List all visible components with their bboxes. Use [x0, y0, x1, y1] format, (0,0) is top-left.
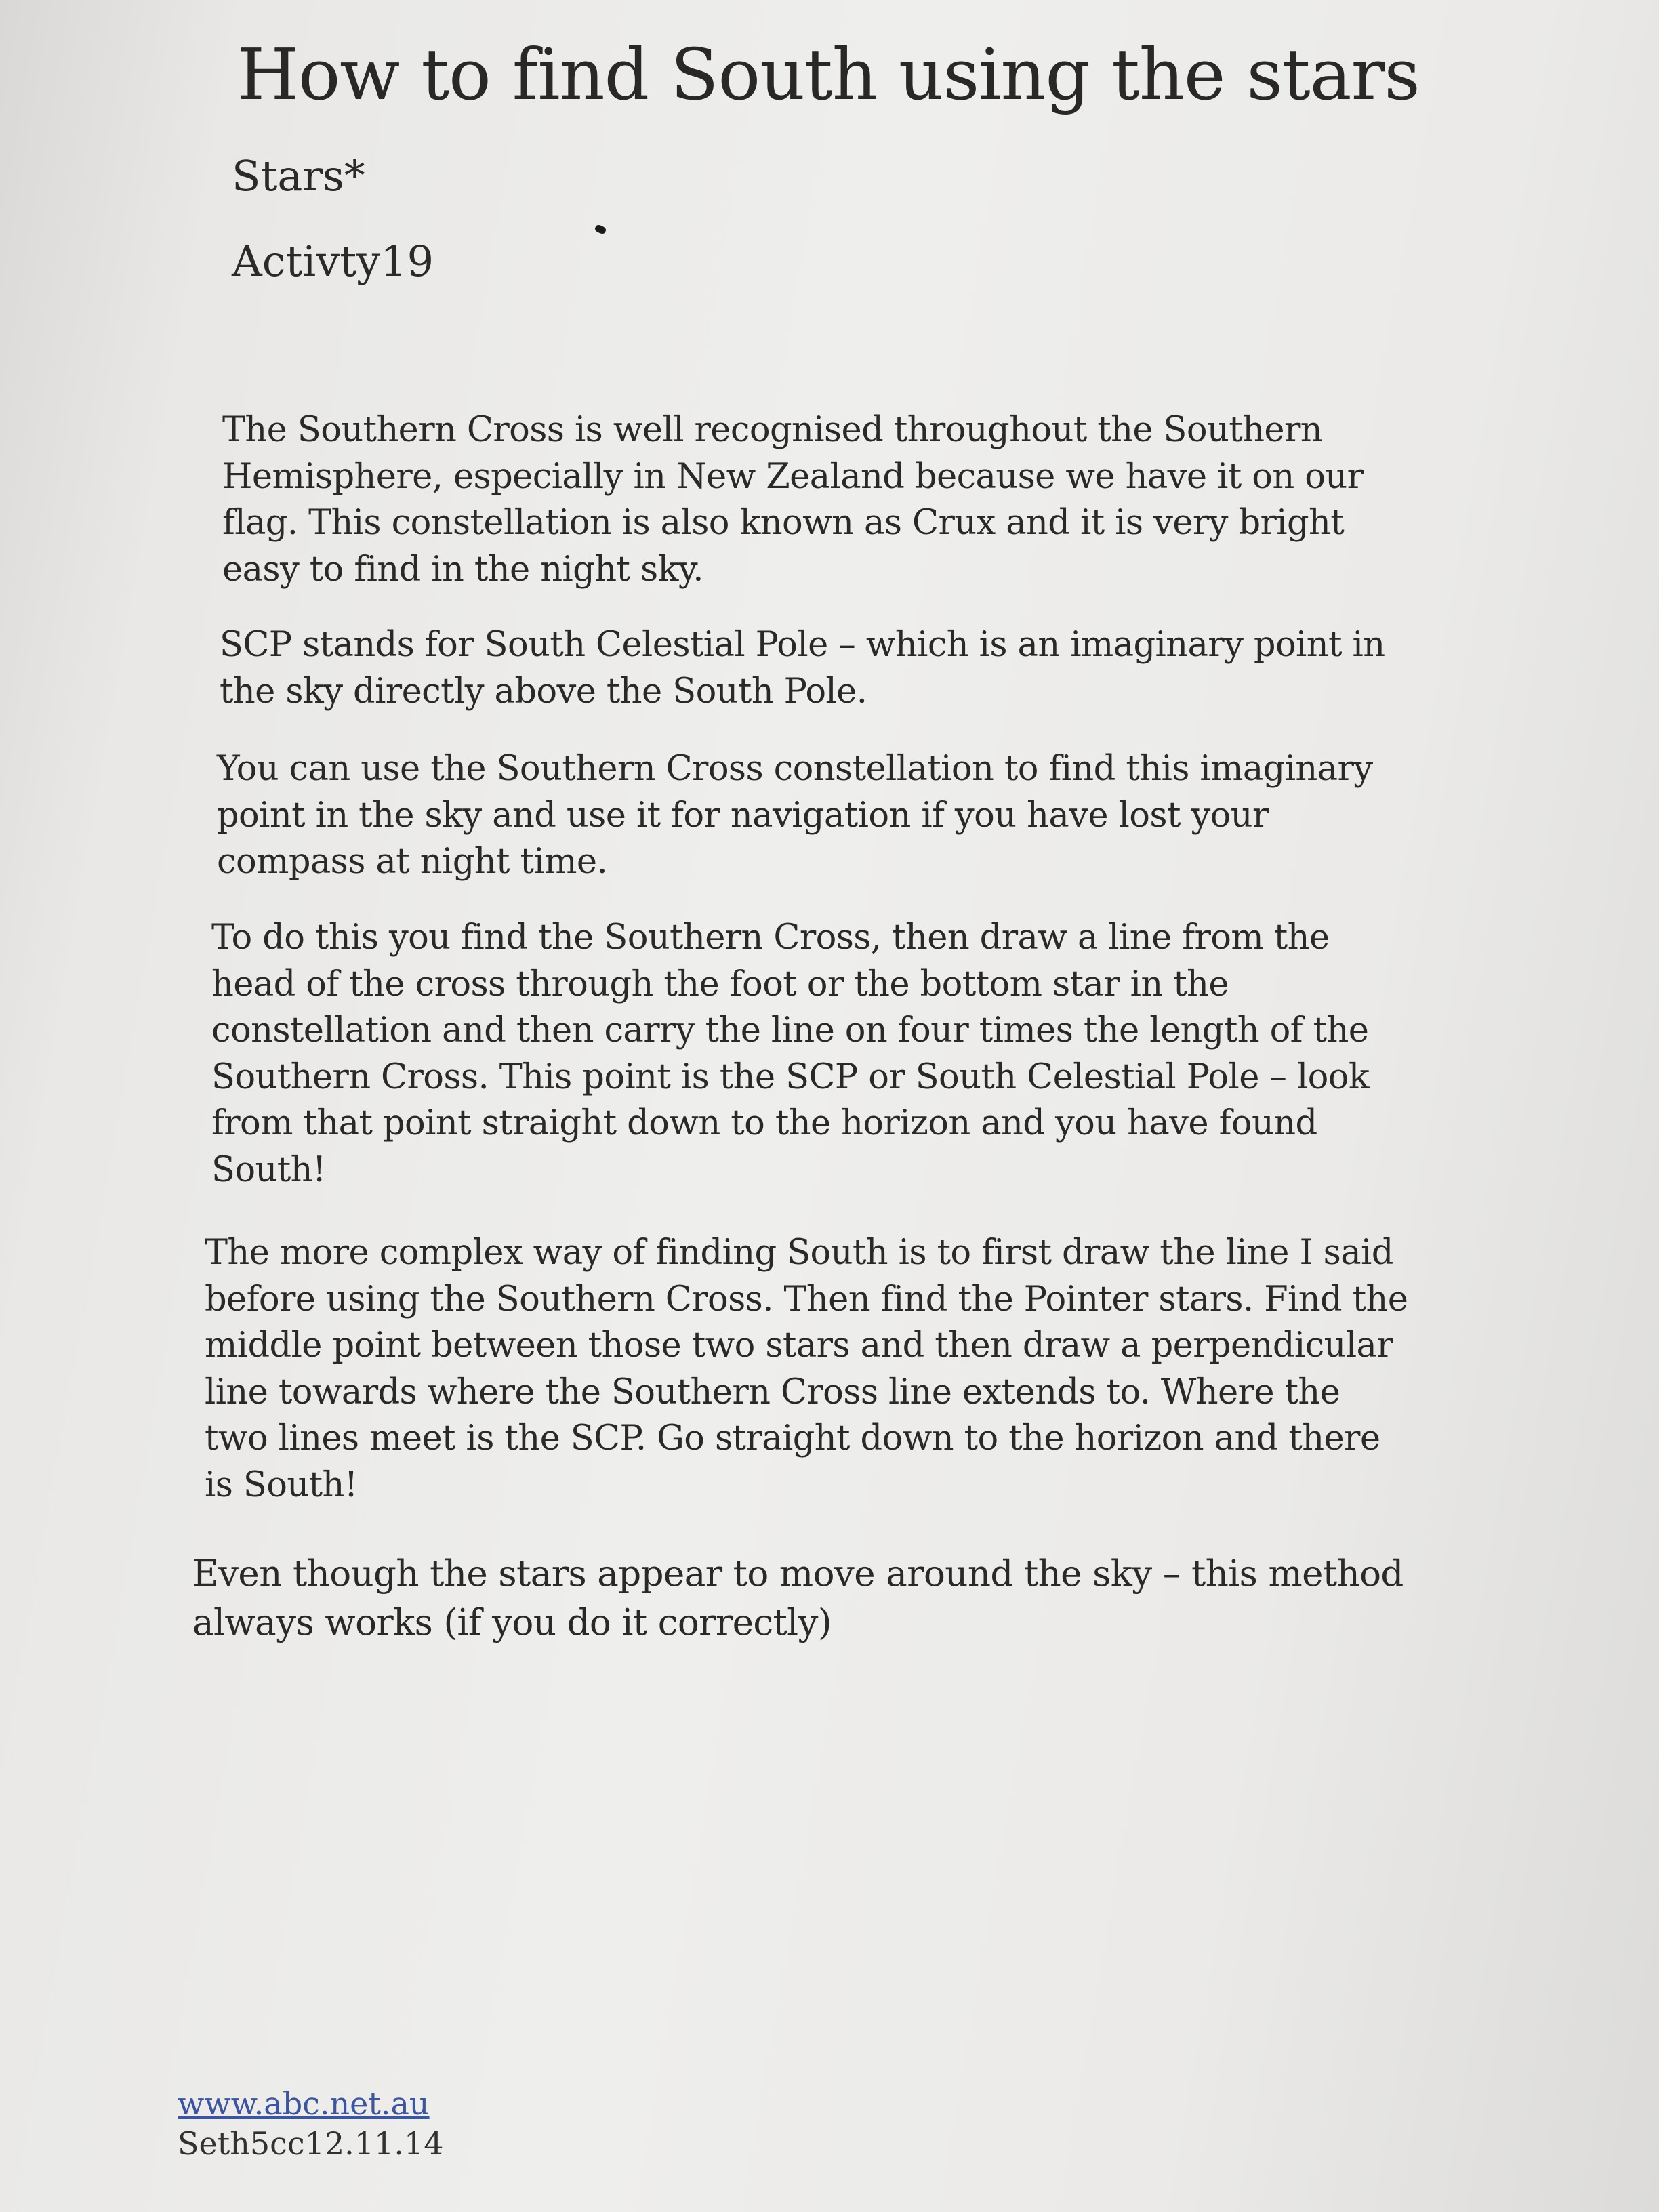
text-line: always works (if you do it correctly)	[192, 1602, 832, 1643]
paragraph-southern-cross	[222, 407, 1363, 593]
text-line: head of the cross through the foot or the bottom star in the	[211, 964, 1229, 1004]
paragraph-navigation	[217, 746, 1372, 886]
author-code: Seth5cc12.11.14	[178, 2125, 444, 2162]
text-line: South!	[211, 1149, 326, 1190]
text-line: Southern Cross. This point is the SCP or South Celestial Pole – look	[211, 1057, 1370, 1097]
text-line: The Southern Cross is well recognised throughout the Southern	[222, 410, 1322, 450]
text-line: To do this you find the Southern Cross, then draw a line from the	[211, 918, 1330, 958]
paragraph-scp	[220, 622, 1385, 715]
text-line: is South!	[205, 1465, 358, 1505]
text-line: middle point between those two stars and then draw a perpendicular	[205, 1326, 1393, 1366]
subtitle-activity: Activty19	[232, 237, 434, 286]
text-line: line towards where the Southern Cross line extends to. Where the	[205, 1372, 1340, 1412]
paragraph-method-simple	[211, 915, 1369, 1193]
text-line: flag. This constellation is also known as Crux and it is very bright	[222, 503, 1345, 543]
text-line: two lines meet is the SCP. Go straight down to the horizon and there	[205, 1418, 1380, 1458]
text-line: point in the sky and use it for navigation if you have lost your	[217, 795, 1269, 836]
paragraph-conclusion	[192, 1550, 1404, 1647]
text-line: Hemisphere, especially in New Zealand because we have it on our	[222, 456, 1364, 497]
text-line: compass at night time.	[217, 842, 608, 882]
text-line: The more complex way of finding South is to first draw the line I said	[205, 1233, 1393, 1273]
text-line: easy to find in the night sky.	[222, 549, 703, 590]
text-line: You can use the Southern Cross constellation to find this imaginary	[217, 749, 1373, 789]
ink-speck	[594, 224, 607, 235]
text-line: Even though the stars appear to move around the sky – this method	[192, 1553, 1404, 1595]
text-line: constellation and then carry the line on four times the length of the	[211, 1010, 1369, 1050]
source-link[interactable]: www.abc.net.au	[178, 2085, 430, 2122]
paragraph-method-complex	[205, 1230, 1408, 1509]
text-line: the sky directly above the South Pole.	[220, 671, 867, 712]
page-title: How to find South using the stars	[237, 33, 1420, 116]
text-line: from that point straight down to the horizon and you have found	[211, 1103, 1317, 1143]
text-line: SCP stands for South Celestial Pole – which is an imaginary point in	[220, 625, 1385, 665]
subtitle-stars: Stars*	[232, 151, 365, 201]
text-line: before using the Southern Cross. Then find the Pointer stars. Find the	[205, 1279, 1408, 1319]
